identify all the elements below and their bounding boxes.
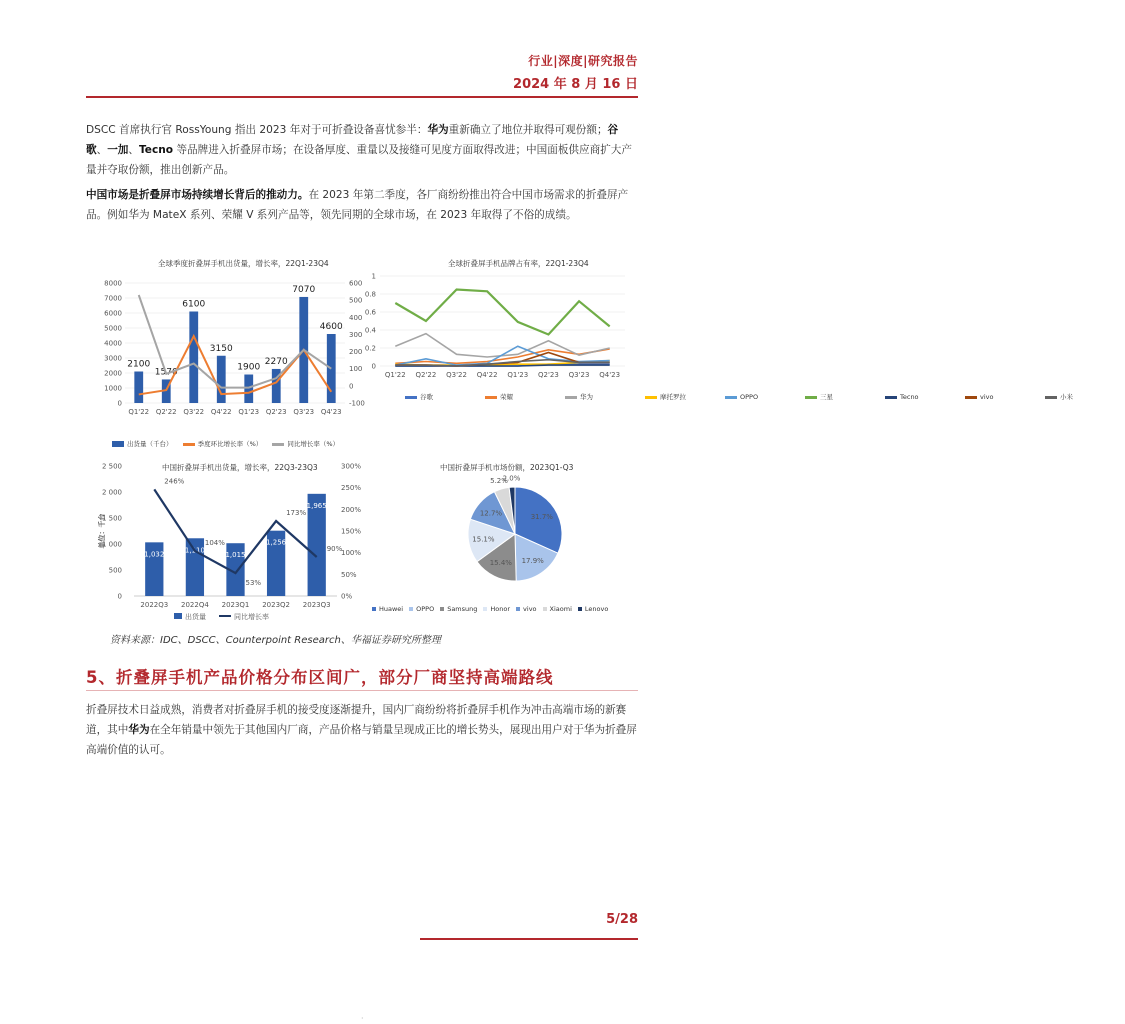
chart2-xtick: Q1'22 (384, 371, 406, 379)
chart2-legend-item: vivo (965, 393, 1037, 401)
chart3-line-label: 173% (286, 509, 307, 518)
chart1-y2tick: 200 (349, 348, 363, 357)
chart2-legend-item: OPPO (725, 393, 797, 401)
chart2-ytick: 0 (371, 362, 376, 371)
source-note: 资料来源：IDC、DSCC、Counterpoint Research、华福证券研究所整理 (110, 635, 441, 646)
chart4-slice-label: 2.0% (502, 474, 521, 483)
chart4-title: 中国折叠屏手机市场份额，2023Q1-Q3 (440, 463, 574, 472)
chart3-line-label: 104% (204, 538, 225, 547)
chart1-xtick: Q3'23 (293, 408, 315, 416)
chart1-ytick: 3000 (104, 354, 122, 363)
chart3-bar-label: 1,015 (225, 551, 246, 560)
chart2-brand-share (360, 268, 640, 388)
chart1-ytick: 0 (117, 399, 122, 408)
chart2-xtick: Q2'23 (538, 371, 559, 379)
paragraph-3 (86, 700, 638, 760)
chart1-bar-label: 1900 (237, 362, 261, 373)
chart1-ytick: 1000 (104, 384, 122, 393)
chart4-slice-label: 17.9% (521, 557, 544, 566)
paragraph-1 (86, 120, 638, 180)
footer-mark: · (361, 1014, 364, 1023)
chart1-xtick: Q2'22 (155, 408, 177, 416)
chart3-xtick: 2023Q3 (302, 601, 331, 609)
chart1-bar (134, 372, 143, 404)
chart2-legend-item: Tecno (885, 393, 957, 401)
chart4-legend (372, 605, 614, 613)
chart1-xtick: Q1'23 (238, 408, 260, 416)
chart2-title: 全球折叠屏手机品牌占有率，22Q1-23Q4 (448, 259, 589, 268)
p1-bold-huawei: 华为 (427, 124, 449, 136)
p1-bold-tecno: Tecno (138, 144, 174, 156)
footer-divider (420, 938, 638, 940)
chart4-china-share-pie (440, 470, 630, 600)
chart4-legend-item: Samsung (440, 605, 477, 613)
chart2-xtick: Q4'22 (476, 371, 498, 379)
chart2-legend (405, 392, 1073, 406)
chart1-legend (112, 439, 347, 448)
chart1-ytick: 6000 (104, 309, 122, 318)
chart4-slice-label: 5.2% (490, 476, 508, 485)
chart3-bar-label: 1,032 (144, 550, 165, 559)
header-divider (86, 96, 638, 98)
p2-bold-lead: 中国市场是折叠屏市场持续增长背后的推动力。 (86, 189, 309, 201)
chart1-ytick: 5000 (104, 324, 122, 333)
chart4-slice-label: 31.7% (530, 513, 553, 522)
chart3-y2tick: 300% (341, 462, 362, 471)
chart2-ytick: 0.4 (364, 326, 376, 335)
page-number: 5/28 (606, 912, 638, 927)
chart3-ytick: 1 000 (101, 540, 122, 549)
chart1-xtick: Q4'23 (320, 408, 342, 416)
chart1-xtick: Q2'23 (265, 408, 287, 416)
chart2-xtick: Q4'23 (599, 371, 621, 379)
chart3-y2tick: 0% (341, 592, 353, 601)
chart2-legend-item: 摩托罗拉 (645, 392, 717, 401)
chart2-legend-item: 荣耀 (485, 392, 557, 401)
chart1-bar-label: 1570 (154, 367, 178, 378)
chart1-ytick: 8000 (104, 279, 122, 288)
chart2-legend-item: 小米 (1045, 392, 1117, 401)
chart2-ytick: 0.2 (364, 344, 376, 353)
chart3-y2tick: 100% (341, 549, 362, 558)
report-category: 行业|深度|研究报告 (528, 54, 638, 68)
section-divider (86, 690, 638, 691)
chart2-legend-item: 华为 (565, 392, 637, 401)
chart1-ytick: 2000 (104, 369, 122, 378)
chart1-xtick: Q1'22 (128, 408, 150, 416)
chart3-title: 中国折叠屏手机出货量，增长率，22Q3-23Q3 (162, 463, 318, 472)
chart4-legend-item: vivo (516, 605, 536, 613)
chart1-y2tick: 300 (349, 330, 363, 339)
chart1-legend-qoq: 季度环比增长率（%） (183, 439, 263, 448)
chart3-line-label: 90% (326, 545, 343, 553)
chart3-xtick: 2022Q4 (181, 601, 209, 609)
chart2-xtick: Q3'22 (446, 371, 467, 379)
chart4-slice-label: 15.4% (489, 559, 512, 568)
chart1-bar-label: 7070 (292, 284, 316, 295)
chart3-ytick: 0 (117, 592, 122, 601)
chart1-legend-yoy: 同比增长率（%） (272, 439, 339, 448)
chart1-bar-label: 2270 (264, 356, 288, 367)
chart1-xtick: Q3'22 (183, 408, 205, 416)
chart1-y2tick: 500 (349, 296, 363, 305)
chart2-ytick: 0.6 (364, 308, 376, 317)
chart3-ytick: 1 500 (101, 514, 122, 523)
p1-text-g: 、 (128, 144, 139, 156)
chart3-legend-line: 同比增长率 (234, 613, 269, 621)
chart3-y2tick: 250% (341, 484, 362, 493)
chart2-xtick: Q1'23 (507, 371, 529, 379)
chart4-legend-item: Xiaomi (543, 605, 572, 613)
chart1-y2tick: 100 (349, 365, 363, 374)
chart1-xtick: Q4'22 (210, 408, 232, 416)
chart2-legend-item: 三星 (805, 392, 877, 401)
chart3-ytick: 500 (108, 566, 122, 575)
p1-text-a: DSCC 首席执行官 RossYoung 指出 2023 年对于可折叠设备喜忧参半： (86, 124, 428, 136)
chart1-bar-label: 3150 (209, 343, 233, 354)
chart1-y2tick: 400 (349, 313, 363, 322)
report-date: 2024 年 8 月 16 日 (513, 77, 638, 92)
chart1-bar-label: 4600 (319, 322, 343, 332)
section-title: 5、折叠屏手机产品价格分布区间广，部分厂商坚持高端路线 (86, 668, 554, 687)
p3-bold-huawei: 华为 (128, 724, 150, 736)
chart3-ylabel: 单位：千台 (98, 513, 106, 549)
chart2-ytick: 0.8 (364, 290, 376, 299)
report-header (513, 52, 638, 92)
chart1-bar (217, 356, 226, 403)
chart3-line-label: 246% (164, 477, 185, 486)
chart4-legend-item: Lenovo (578, 605, 608, 613)
p1-bold-google: 谷歌 (86, 124, 619, 156)
chart1-ytick: 7000 (104, 294, 122, 303)
chart4-legend-item: OPPO (409, 605, 434, 613)
p1-bold-oneplus: 一加 (107, 144, 129, 156)
chart1-bar (189, 312, 198, 404)
chart1-global-shipments (95, 268, 375, 436)
chart2-xtick: Q3'23 (568, 371, 590, 379)
chart1-y2tick: -100 (349, 399, 365, 408)
p1-text-c: 重新确立了地位并取得可观份额； (448, 124, 608, 136)
chart3-xtick: 2022Q3 (140, 601, 169, 609)
p1-text-e: 、 (96, 144, 108, 156)
chart3-y2tick: 200% (341, 505, 362, 514)
chart3-xtick: 2023Q1 (221, 601, 250, 609)
chart1-y2tick: 600 (349, 279, 363, 288)
chart3-ytick: 2 000 (101, 488, 122, 497)
chart1-ytick: 4000 (104, 339, 122, 348)
chart1-y2tick: 0 (349, 382, 354, 391)
chart3-bar-label: 1,110 (184, 546, 205, 555)
chart3-y2tick: 50% (341, 570, 357, 579)
chart4-legend-item: Honor (483, 605, 510, 613)
p1-text-i: 等品牌进入折叠屏市场；在设备厚度、重量以及接缝可见度方面取得改进；中国面板供应商扩大产量并夺取份额，推出创新产品。 (86, 144, 632, 176)
chart1-bar (244, 375, 253, 404)
chart1-legend-shipments: 出货量（千台） (112, 439, 173, 448)
chart3-ytick: 2 500 (101, 462, 122, 471)
p2-text-b: 在 2023 年第二季度，各厂商纷纷推出符合中国市场需求的折叠屏产品。例如华为 MateX 系列、荣耀 V 系列产品等，领先同期的全球市场，在 2023 年取得了不俗的成绩。 (86, 189, 629, 221)
chart3-legend-bar: 出货量 (185, 613, 206, 621)
chart3-bar-label: 1,256 (266, 538, 287, 547)
paragraph-2 (86, 185, 638, 225)
chart3-xtick: 2023Q2 (262, 601, 290, 609)
chart2-ytick: 1 (371, 272, 376, 281)
chart3-bar-label: 1,965 (306, 501, 327, 510)
p3-text-a: 折叠屏技术日益成熟，消费者对折叠屏手机的接受度逐渐提升，国内厂商纷纷将折叠屏手机作为冲击高端市场的新赛道，其中 (86, 704, 627, 736)
chart4-legend-item: Huawei (372, 605, 403, 613)
chart3-line-label: 53% (245, 579, 262, 588)
chart1-title: 全球季度折叠屏手机出货量，增长率，22Q1-23Q4 (158, 259, 329, 268)
chart4-slice-label: 12.7% (479, 509, 503, 518)
chart3-china-shipments (92, 458, 377, 628)
chart2-legend-item: 谷歌 (405, 392, 477, 401)
chart1-bar-label: 6100 (182, 299, 206, 310)
chart3-y2tick: 150% (341, 527, 362, 536)
p3-text-c: 在全年销量中领先于其他国内厂商，产品价格与销量呈现成正比的增长势头，展现出用户对于华为折叠屏高端价值的认可。 (86, 724, 637, 756)
chart4-slice-label: 15.1% (472, 535, 495, 544)
chart3-legend-swatch-bar (174, 613, 182, 619)
chart1-bar-label: 2100 (127, 359, 151, 370)
chart2-xtick: Q2'22 (415, 371, 437, 379)
